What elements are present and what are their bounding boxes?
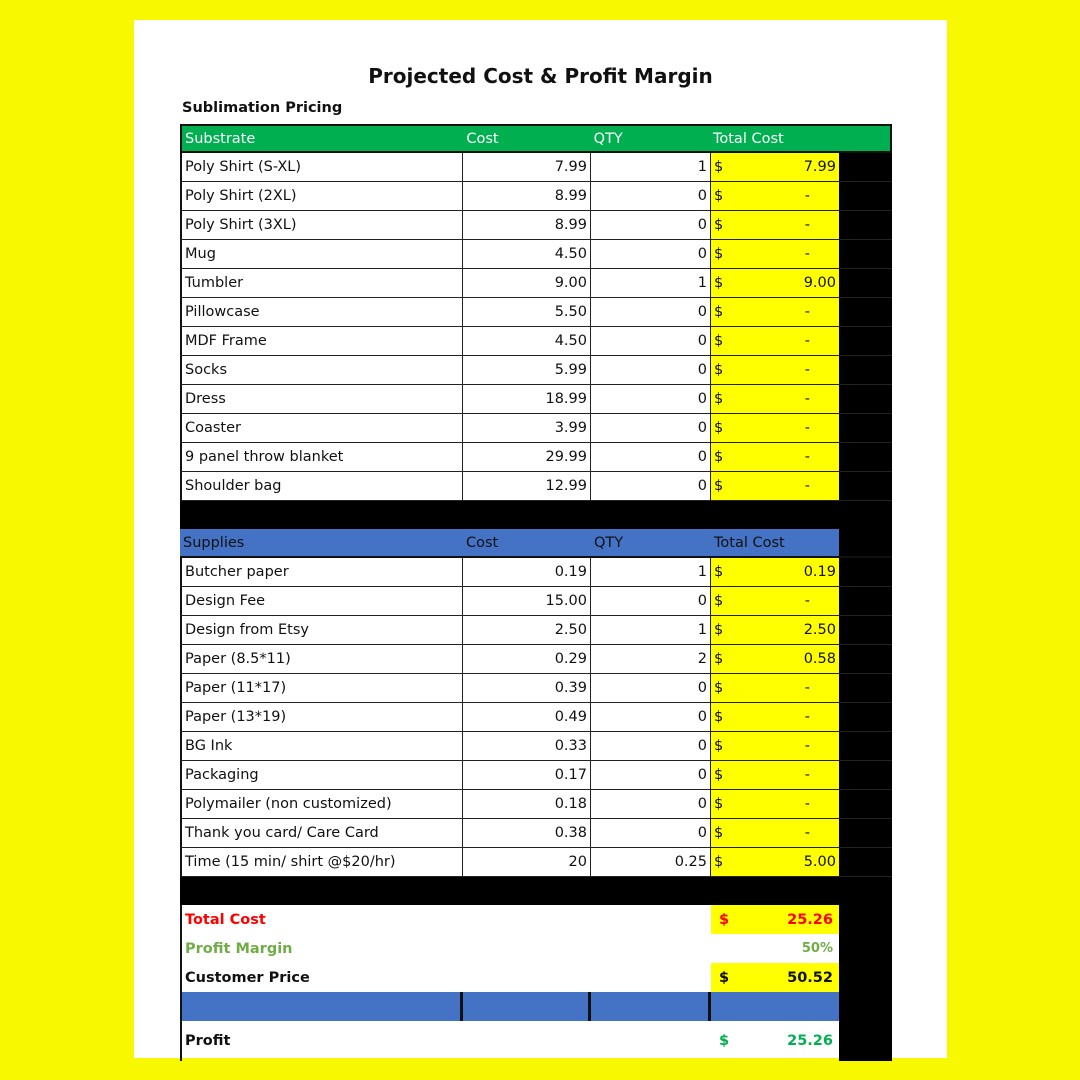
item-name[interactable]: Thank you card/ Care Card [180,819,463,847]
substrate-row [180,327,892,356]
item-cost[interactable]: 0.18 [463,790,591,818]
item-name[interactable]: Mug [180,240,463,268]
item-qty[interactable]: 1 [591,616,711,644]
item-total-cell[interactable] [711,645,839,673]
profit-row [180,1021,892,1061]
currency-sign: $ [714,593,724,609]
item-total: - [804,304,810,320]
item-total: 0.19 [803,564,836,580]
profit-margin-cell [711,934,839,963]
item-cost[interactable]: 0.29 [463,645,591,673]
currency-sign: $ [714,709,724,725]
customer-price-cell [711,963,839,992]
item-name[interactable]: Shoulder bag [180,472,463,500]
supplies-row [180,790,892,819]
profit-value: 25.26 [787,1033,833,1049]
item-cost[interactable]: 18.99 [463,385,591,413]
item-cost[interactable]: 5.99 [463,356,591,384]
item-total: - [804,362,810,378]
item-total: - [804,796,810,812]
item-total: 7.99 [803,159,836,175]
substrate-row [180,443,892,472]
supplies-row [180,819,892,848]
currency-sign: $ [714,449,724,465]
header-total-cost: Total Cost [714,534,785,551]
currency-sign: $ [714,362,724,378]
header-qty: QTY [594,534,624,551]
item-qty[interactable]: 0 [591,211,711,239]
item-cost[interactable]: 8.99 [463,211,591,239]
item-name[interactable]: Dress [180,385,463,413]
item-cost[interactable]: 4.50 [463,240,591,268]
profit-margin-label: Profit Margin [180,934,711,963]
item-name[interactable]: Packaging [180,761,463,789]
supplies-row [180,558,892,587]
page-title: Projected Cost & Profit Margin [368,64,713,88]
currency-sign: $ [714,854,724,870]
total-cost-label: Total Cost [180,905,711,934]
supplies-row [180,616,892,645]
section-label: Sublimation Pricing [182,100,343,116]
currency-sign: $ [714,651,724,667]
item-name[interactable]: Poly Shirt (S-XL) [180,153,463,181]
item-cost[interactable]: 15.00 [463,587,591,615]
item-total: - [804,825,810,841]
currency-sign: $ [714,622,724,638]
item-name[interactable]: MDF Frame [180,327,463,355]
item-qty[interactable]: 2 [591,645,711,673]
supplies-row [180,732,892,761]
item-cost[interactable]: 8.99 [463,182,591,210]
item-total-cell[interactable] [711,385,839,413]
item-qty[interactable]: 0 [591,790,711,818]
item-total: 9.00 [803,275,836,291]
item-qty[interactable]: 0 [591,761,711,789]
currency-sign: $ [714,738,724,754]
item-name[interactable]: 9 panel throw blanket [180,443,463,471]
item-qty[interactable]: 0.25 [591,848,711,876]
item-name[interactable]: Paper (8.5*11) [180,645,463,673]
item-qty[interactable]: 0 [591,472,711,500]
item-qty[interactable]: 0 [591,587,711,615]
item-qty[interactable]: 0 [591,819,711,847]
total-cost-cell [711,905,839,934]
currency-sign: $ [714,275,724,291]
header-cost: Cost [466,534,499,551]
header-cost: Cost [466,130,499,147]
item-cost[interactable]: 2.50 [463,616,591,644]
item-qty[interactable]: 0 [591,674,711,702]
supplies-header-row [180,529,892,558]
item-cost[interactable]: 0.19 [463,558,591,586]
item-name[interactable]: Paper (11*17) [180,674,463,702]
item-total-cell[interactable] [711,269,839,297]
currency-sign: $ [714,188,724,204]
item-name[interactable]: Time (15 min/ shirt @$20/hr) [180,848,463,876]
item-name[interactable]: Socks [180,356,463,384]
currency-sign: $ [714,391,724,407]
currency-sign: $ [719,969,730,986]
substrate-row [180,472,892,501]
item-total-cell[interactable] [711,153,839,181]
item-name[interactable]: Poly Shirt (2XL) [180,182,463,210]
item-total-cell[interactable] [711,587,839,615]
substrate-table [180,124,892,1061]
item-name[interactable]: BG Ink [180,732,463,760]
substrate-row [180,356,892,385]
item-cost[interactable]: 29.99 [463,443,591,471]
item-cost[interactable]: 12.99 [463,472,591,500]
item-total-cell[interactable] [711,674,839,702]
item-qty[interactable]: 0 [591,240,711,268]
item-cost[interactable]: 7.99 [463,153,591,181]
substrate-row [180,211,892,240]
supplies-row [180,703,892,732]
substrate-row [180,182,892,211]
substrate-row [180,385,892,414]
total-cost-value: 25.26 [787,911,833,928]
substrate-row [180,269,892,298]
currency-sign: $ [714,478,724,494]
profit-margin-row [180,934,892,963]
item-qty[interactable]: 0 [591,356,711,384]
item-total: - [804,420,810,436]
supplies-row [180,587,892,616]
header-total-cost: Total Cost [712,130,784,147]
item-total-cell[interactable] [711,472,839,500]
item-name[interactable]: Poly Shirt (3XL) [180,211,463,239]
currency-sign: $ [719,1033,730,1049]
header-substrate: Substrate [185,130,256,147]
item-total-cell[interactable] [711,732,839,760]
item-total-cell[interactable] [711,414,839,442]
item-qty[interactable]: 0 [591,385,711,413]
supplies-rows [180,558,892,877]
item-total-cell[interactable] [711,356,839,384]
substrate-row [180,153,892,182]
item-qty[interactable]: 0 [591,298,711,326]
item-total-cell[interactable] [711,848,839,876]
item-cost[interactable]: 4.50 [463,327,591,355]
substrate-row [180,298,892,327]
item-cost[interactable]: 0.38 [463,819,591,847]
item-total: - [804,217,810,233]
currency-sign: $ [714,680,724,696]
item-cost[interactable]: 3.99 [463,414,591,442]
currency-sign: $ [714,304,724,320]
profit-label: Profit [180,1021,711,1061]
item-total-cell[interactable] [711,790,839,818]
profit-margin-value: 50% [801,941,833,956]
profit-cell [711,1021,839,1061]
item-total: - [804,188,810,204]
item-qty[interactable]: 0 [591,182,711,210]
item-name[interactable]: Polymailer (non customized) [180,790,463,818]
spacer-bar [180,877,892,905]
blue-divider-bar [180,992,892,1021]
item-cost[interactable]: 20 [463,848,591,876]
item-total: - [804,738,810,754]
supplies-row [180,645,892,674]
item-total-cell[interactable] [711,819,839,847]
currency-sign: $ [714,825,724,841]
item-cost[interactable]: 5.50 [463,298,591,326]
item-name[interactable]: Pillowcase [180,298,463,326]
customer-price-label: Customer Price [180,963,711,992]
item-cost[interactable]: 0.49 [463,703,591,731]
item-cost[interactable]: 0.17 [463,761,591,789]
currency-sign: $ [714,217,724,233]
currency-sign: $ [714,159,724,175]
item-total-cell[interactable] [711,761,839,789]
item-name[interactable]: Tumbler [180,269,463,297]
header-qty: QTY [593,130,623,147]
item-qty[interactable]: 1 [591,269,711,297]
currency-sign: $ [714,420,724,436]
item-total: - [804,767,810,783]
item-total: - [804,478,810,494]
item-total-cell[interactable] [711,443,839,471]
item-qty[interactable]: 0 [591,732,711,760]
customer-price-value: 50.52 [787,969,833,986]
item-name[interactable]: Coaster [180,414,463,442]
currency-sign: $ [714,796,724,812]
currency-sign: $ [714,767,724,783]
item-cost[interactable]: 0.33 [463,732,591,760]
item-cost[interactable]: 9.00 [463,269,591,297]
item-qty[interactable]: 0 [591,443,711,471]
item-total: - [804,246,810,262]
currency-sign: $ [714,333,724,349]
item-total: 5.00 [803,854,836,870]
item-total: 0.58 [803,651,836,667]
item-total-cell[interactable] [711,298,839,326]
substrate-row [180,414,892,443]
item-total: - [804,709,810,725]
item-qty[interactable]: 0 [591,703,711,731]
item-total: - [804,593,810,609]
item-total: 2.50 [803,622,836,638]
item-cost[interactable]: 0.39 [463,674,591,702]
item-total-cell[interactable] [711,558,839,586]
item-name[interactable]: Design from Etsy [180,616,463,644]
item-qty[interactable]: 0 [591,327,711,355]
substrate-row [180,240,892,269]
item-qty[interactable]: 1 [591,558,711,586]
supplies-row [180,848,892,877]
currency-sign: $ [714,564,724,580]
supplies-row [180,761,892,790]
item-name[interactable]: Design Fee [180,587,463,615]
item-name[interactable]: Butcher paper [180,558,463,586]
header-supplies: Supplies [183,534,245,551]
spreadsheet-page [134,20,947,1058]
substrate-rows [180,153,892,501]
customer-price-row [180,963,892,992]
item-total-cell[interactable] [711,182,839,210]
item-total: - [804,680,810,696]
item-total-cell[interactable] [711,703,839,731]
substrate-header-row [180,124,892,153]
currency-sign: $ [714,246,724,262]
item-name[interactable]: Paper (13*19) [180,703,463,731]
item-total-cell[interactable] [711,327,839,355]
item-total-cell[interactable] [711,211,839,239]
item-total: - [804,333,810,349]
currency-sign: $ [719,911,730,928]
item-total-cell[interactable] [711,240,839,268]
item-total: - [804,391,810,407]
item-total-cell[interactable] [711,616,839,644]
spacer-bar [180,501,892,529]
supplies-row [180,674,892,703]
total-cost-row [180,905,892,934]
item-total: - [804,449,810,465]
item-qty[interactable]: 0 [591,414,711,442]
item-qty[interactable]: 1 [591,153,711,181]
